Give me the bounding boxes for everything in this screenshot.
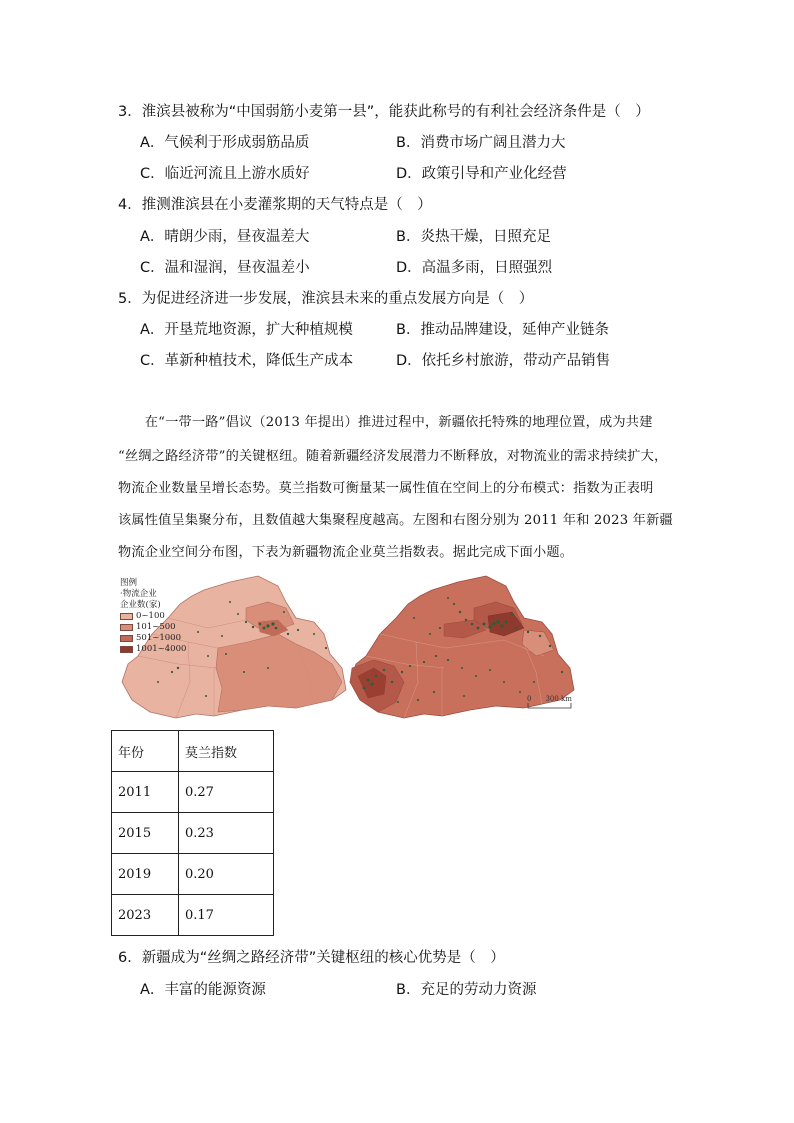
- legend-item: [120, 644, 186, 655]
- legend-swatch: [120, 624, 133, 631]
- question-4-option-b[interactable]: B．炎热干燥，日照充足: [396, 229, 551, 245]
- passage-line-4: 该属性值呈集聚分布，且数值越大集聚程度越高。左图和右图分别为 2011 年和 2023 年新疆: [118, 513, 673, 528]
- table-row: [112, 772, 274, 813]
- table-cell-year: 2011: [112, 772, 179, 813]
- table-row: [112, 895, 274, 936]
- legend-item-label: 501~1000: [136, 633, 181, 643]
- table-header-row: [112, 731, 274, 772]
- table-header-index: 莫兰指数: [179, 731, 274, 772]
- legend-item: [120, 622, 186, 633]
- legend-title: 图例: [120, 578, 138, 588]
- legend-swatch: [120, 635, 133, 642]
- question-5-stem: 5．为促进经济进一步发展，淮滨县未来的重点发展方向是（ ）: [118, 291, 534, 307]
- passage-line-1: 在“一带一路”倡议（2013 年提出）推进过程中，新疆依托特殊的地理位置，成为共建: [118, 415, 653, 430]
- table-row: [112, 854, 274, 895]
- question-3-option-a[interactable]: A．气候利于形成弱筋品质: [140, 135, 310, 151]
- table-cell-index: 0.17: [179, 895, 274, 936]
- question-3-option-d[interactable]: D．政策引导和产业化经营: [396, 166, 567, 182]
- question-5-option-d[interactable]: D．依托乡村旅游，带动产品销售: [396, 353, 611, 369]
- map-legend: [120, 578, 186, 655]
- legend-swatch: [120, 646, 133, 653]
- question-4-option-c[interactable]: C．温和湿润，昼夜温差小: [140, 260, 310, 276]
- question-6-option-a[interactable]: A．丰富的能源资源: [140, 982, 266, 998]
- question-4-option-a[interactable]: A．晴朗少雨，昼夜温差大: [140, 229, 310, 245]
- legend-item-label: 0~100: [136, 611, 165, 621]
- question-4-option-d[interactable]: D．高温多雨，日照强烈: [396, 260, 553, 276]
- question-3-option-b[interactable]: B．消费市场广阔且潜力大: [396, 135, 566, 151]
- question-6-option-b[interactable]: B．充足的劳动力资源: [396, 982, 537, 998]
- table-header-year: 年份: [112, 731, 179, 772]
- question-4-stem: 4．推测淮滨县在小麦灌浆期的天气特点是（ ）: [118, 197, 432, 213]
- scale-label: 0 300 km: [527, 695, 572, 703]
- table-cell-index: 0.20: [179, 854, 274, 895]
- question-5-option-c[interactable]: C．革新种植技术，降低生产成本: [140, 353, 354, 369]
- question-3-option-c[interactable]: C．临近河流且上游水质好: [140, 166, 310, 182]
- question-5-option-b[interactable]: B．推动品牌建设，延伸产业链条: [396, 322, 609, 338]
- table-cell-year: 2015: [112, 813, 179, 854]
- legend-swatch: [120, 613, 133, 620]
- table-cell-year: 2019: [112, 854, 179, 895]
- question-6-stem: 6．新疆成为“丝绸之路经济带”关键枢纽的核心优势是（ ）: [118, 950, 505, 966]
- legend-item-label: 1001~4000: [136, 644, 187, 654]
- table-row: [112, 813, 274, 854]
- passage-line-3: 物流企业数量呈增长态势。莫兰指数可衡量某一属性值在空间上的分布模式：指数为正表明: [118, 481, 654, 496]
- question-5-option-a[interactable]: A．开垦荒地资源，扩大种植规模: [140, 322, 353, 338]
- legend-item: [120, 611, 186, 622]
- passage-line-5: 物流企业空间分布图，下表为新疆物流企业莫兰指数表。据此完成下面小题。: [118, 545, 574, 560]
- table-cell-index: 0.23: [179, 813, 274, 854]
- table-cell-year: 2023: [112, 895, 179, 936]
- legend-dot-label: ·物流企业: [120, 589, 157, 599]
- table-cell-index: 0.27: [179, 772, 274, 813]
- moran-index-table: [111, 730, 274, 936]
- legend-item-label: 101~500: [136, 622, 176, 632]
- passage-line-2: “丝绸之路经济带”的关键枢纽。随着新疆经济发展潜力不断释放，对物流业的需求持续扩大，: [118, 449, 668, 464]
- legend-item: [120, 633, 186, 644]
- legend-count-label: 企业数(家): [120, 600, 161, 610]
- question-3-stem: 3．淮滨县被称为“中国弱筋小麦第一县”，能获此称号的有利社会经济条件是（ ）: [118, 104, 650, 120]
